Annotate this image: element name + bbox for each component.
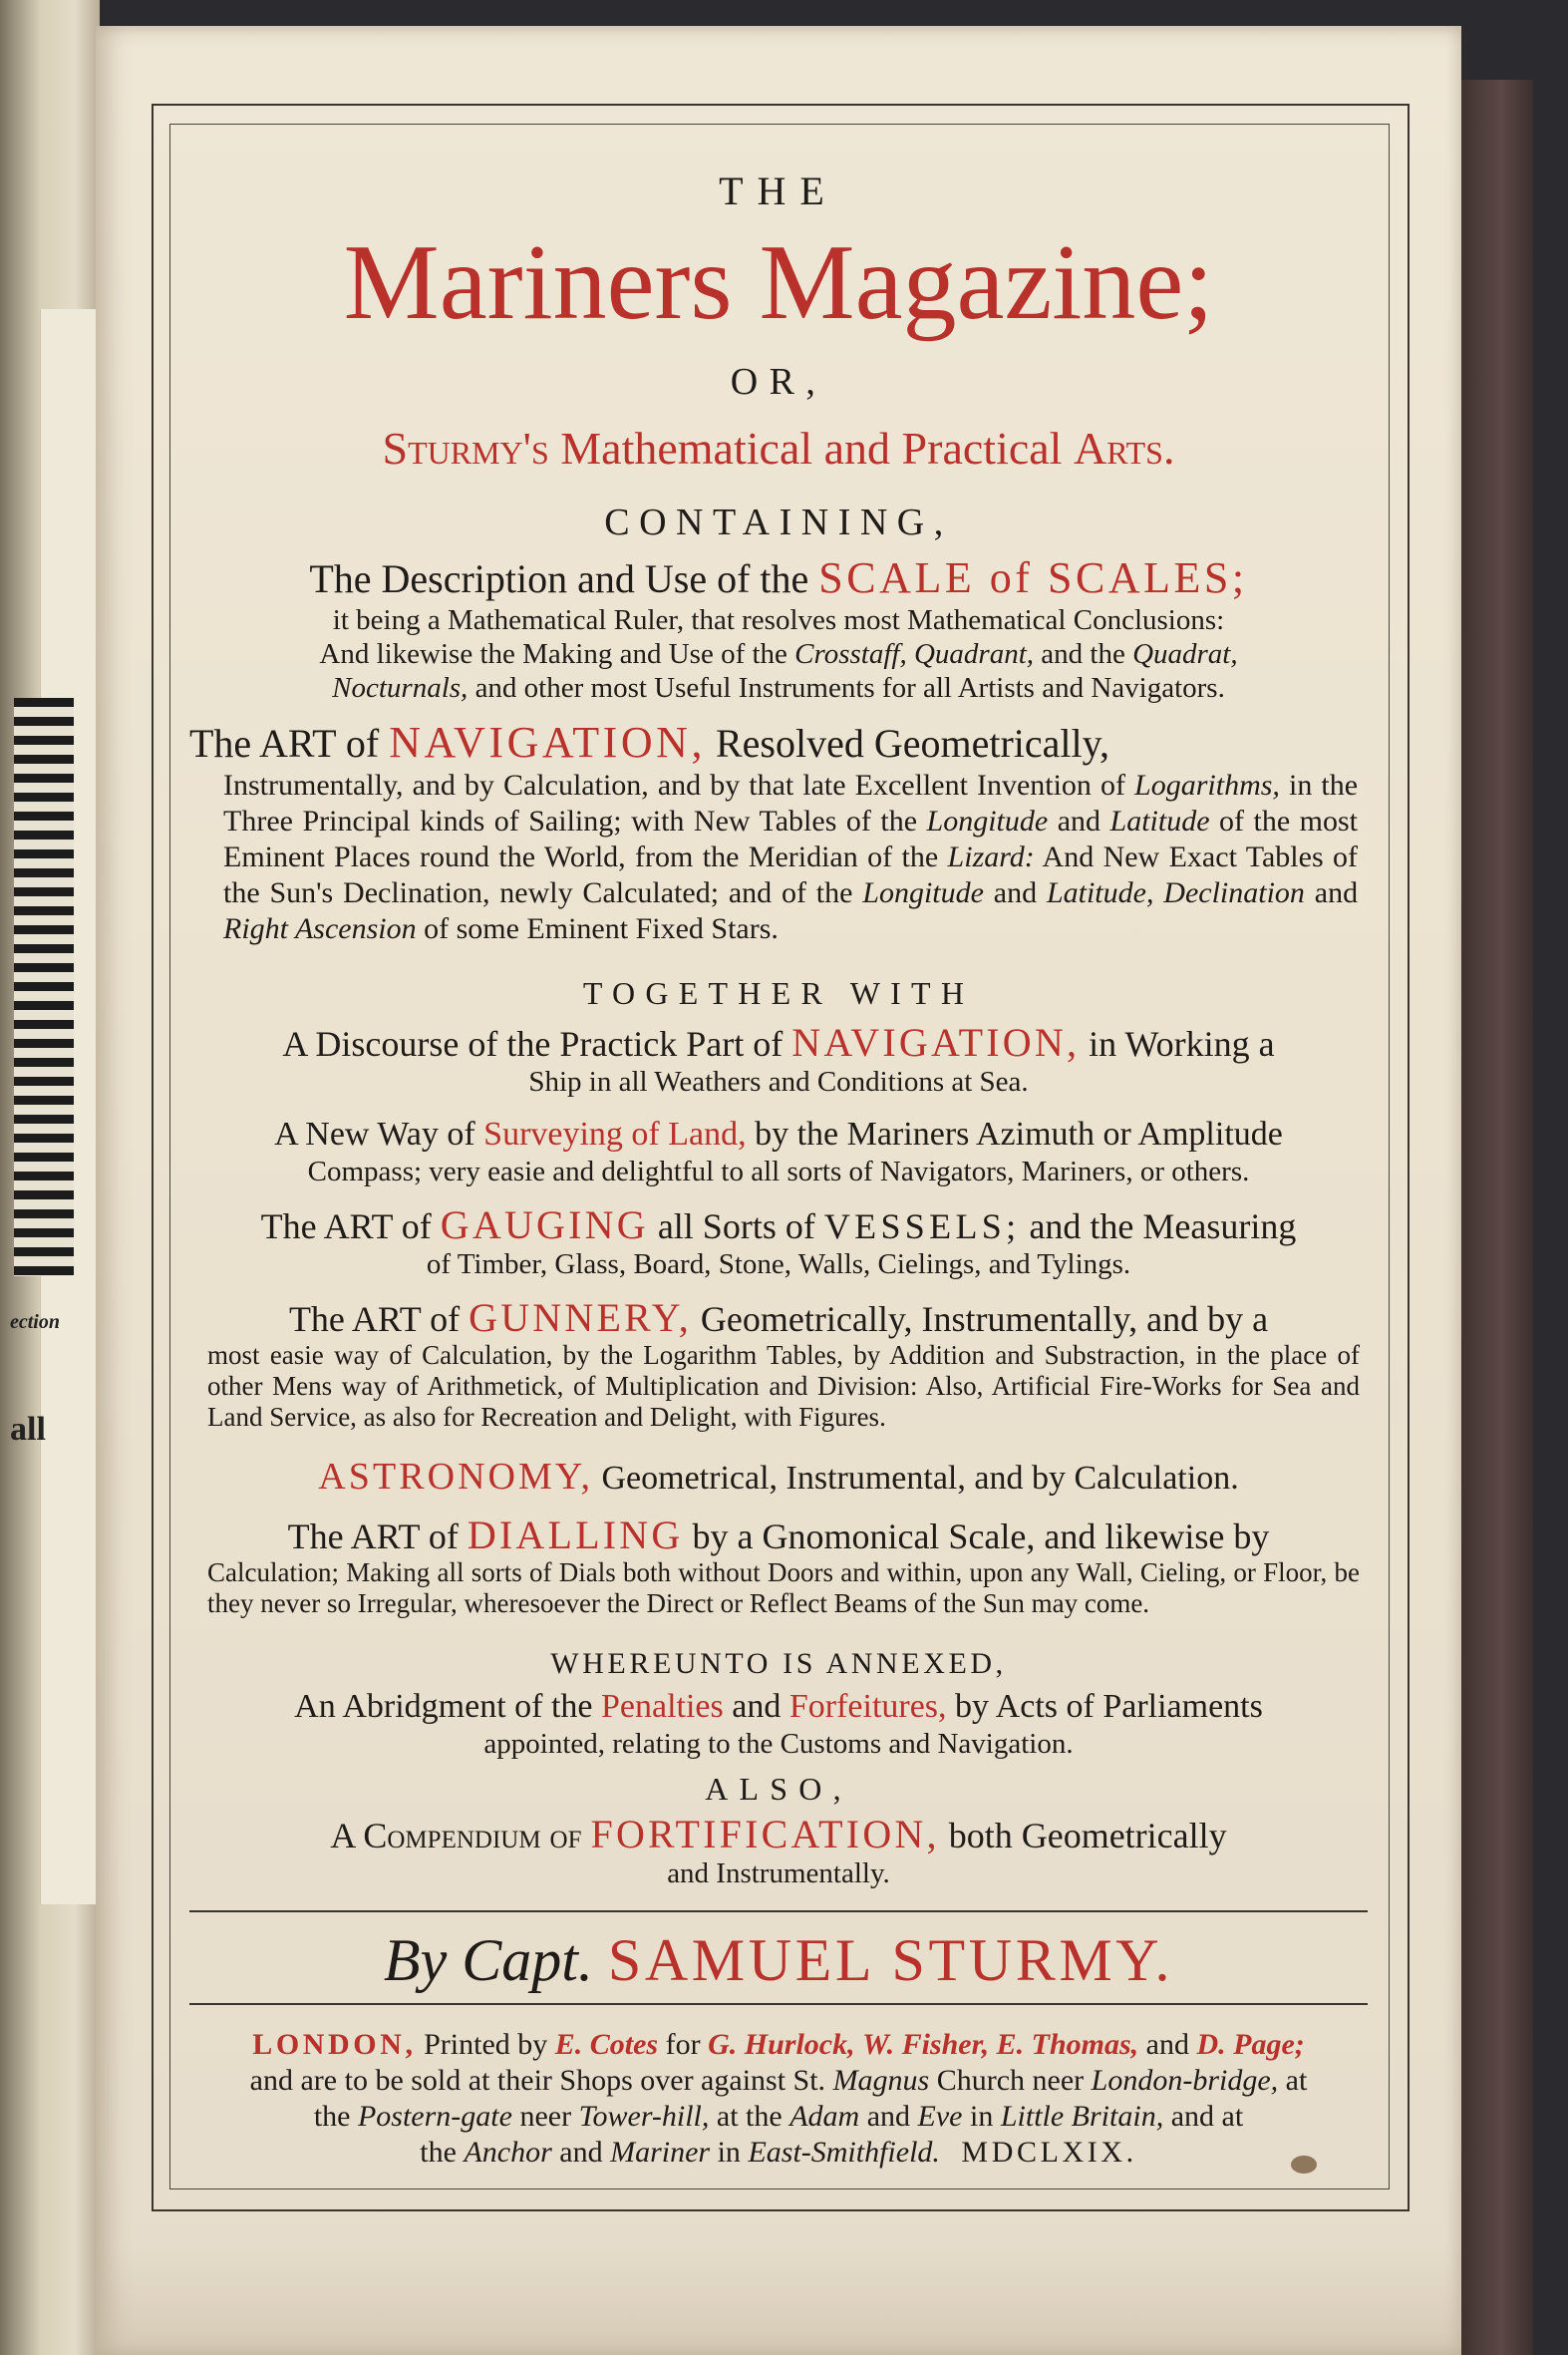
abridgment-line2: appointed, relating to the Customs and Navigation. <box>483 1728 1074 1760</box>
practick-line2: Ship in all Weathers and Conditions at Sea. <box>528 1066 1029 1098</box>
astronomy-section <box>189 1453 1368 1503</box>
imprint-line3e: in <box>970 2100 994 2133</box>
astronomy-red: ASTRONOMY, <box>318 1456 593 1498</box>
divider-rule <box>189 2003 1368 2005</box>
gauging-lead: The ART of <box>260 1206 432 1246</box>
latitude-2: Latitude, <box>1046 876 1154 909</box>
quadrant: Quadrant, <box>913 638 1035 670</box>
main-title: Mariners Magazine; <box>343 223 1214 342</box>
binding-stripes <box>14 698 74 1276</box>
imprint-tower-hill: Tower-hill, <box>578 2100 710 2133</box>
divider-rule <box>189 1910 1368 1912</box>
practick-rest: in Working a <box>1089 1024 1275 1064</box>
vessels: VESSELS; <box>823 1206 1021 1246</box>
abridgment-and: and <box>732 1688 782 1725</box>
navigation-section <box>189 719 1368 947</box>
title-page-text <box>189 132 1368 2171</box>
abridgment-section <box>189 1687 1368 1761</box>
fortification-lead: A Compendium of <box>330 1816 582 1855</box>
margin-text-fragment: ection <box>10 1311 60 1333</box>
fortification-rest: both Geometrically <box>948 1816 1227 1855</box>
longitude: Longitude <box>926 805 1049 838</box>
containing-heading: CONTAINING, <box>604 502 953 543</box>
nocturnals: Nocturnals, <box>332 672 469 704</box>
nav-p4: of the most Eminent Places round the World, from the Meridian of the <box>223 805 1359 873</box>
gunnery-section <box>189 1297 1368 1433</box>
abridgment-lead: An Abridgment of the <box>294 1688 593 1725</box>
subtitle-sturmys: Sturmy's <box>382 423 549 474</box>
imprint-line3d: and <box>866 2100 911 2133</box>
page-stain <box>96 2243 1461 2355</box>
navigation-description <box>189 768 1368 947</box>
scale-heading <box>189 554 1368 603</box>
declination: Declination <box>1163 876 1305 909</box>
bookseller-page: D. Page; <box>1196 2028 1305 2061</box>
scale-section <box>189 554 1368 705</box>
bookseller-fisher: W. Fisher, <box>862 2028 990 2061</box>
navigation-heading <box>189 719 1368 768</box>
surveying-line2: Compass; very easie and delightful to all sorts of Navigators, Mariners, or others. <box>307 1156 1250 1187</box>
navigation-red: NAVIGATION, <box>389 718 706 767</box>
gunnery-lead: The ART of <box>288 1299 461 1339</box>
nav-p6: and <box>993 876 1038 909</box>
longitude-2: Longitude <box>862 876 984 909</box>
surveying-lead: A New Way of <box>274 1116 475 1153</box>
subtitle <box>189 422 1368 475</box>
scale-description <box>189 603 1368 705</box>
nav-p3: and <box>1057 805 1101 838</box>
author-name: SAMUEL STURMY. <box>607 1927 1174 1993</box>
also-heading: ALSO, <box>705 1771 852 1807</box>
gunnery-body: most easie way of Calculation, by the Logarithm Tables, by Addition and Substraction, in the place of other Mens way of Arithmetick, of Multiplication and Division: Also, Artificial Fire-Works for Sea and Land Service, as also for Recreation and Delight, with Figures. <box>207 1340 1360 1432</box>
imprint-eve: Eve <box>917 2100 963 2133</box>
imprint-east-smithfield: East-Smithfield. <box>748 2136 940 2169</box>
imprint-line4a: the <box>420 2136 457 2169</box>
surveying-section <box>189 1115 1368 1188</box>
surveying-heading <box>189 1115 1368 1155</box>
margin-text-fragment: all <box>10 1411 46 1448</box>
gauging-rest: and the Measuring <box>1029 1206 1297 1246</box>
fortification-heading <box>189 1814 1368 1856</box>
practick-lead: A Discourse of the Practick Part of <box>282 1024 784 1064</box>
fortification-line2: and Instrumentally. <box>667 1857 890 1889</box>
dialling-body: Calculation; Making all sorts of Dials both without Doors and within, upon any Wall, Cieling, or Floor, be they never so Irregular, wheresoever the Direct or Reflect Beams of the Sun may come. <box>207 1557 1360 1618</box>
fortification-section <box>189 1814 1368 1890</box>
author-line <box>189 1926 1368 1995</box>
scale-red: SCALE of SCALES; <box>818 553 1248 602</box>
practick-red: NAVIGATION, <box>791 1020 1081 1065</box>
imprint-anchor: Anchor <box>464 2136 552 2169</box>
together-with-heading: TOGETHER WITH <box>582 975 975 1011</box>
crosstaff: Crosstaff, <box>794 638 907 670</box>
gauging-heading <box>189 1204 1368 1247</box>
scale-lead: The Description and Use of the <box>309 556 809 601</box>
scale-line2: And likewise the Making and Use of the <box>319 638 787 670</box>
scale-line3: and other most Useful Instruments for all Artists and Navigators. <box>474 672 1225 704</box>
whereunto-heading: WHEREUNTO IS ANNEXED, <box>550 1647 1007 1680</box>
abridgment-rest: by Acts of Parliaments <box>955 1688 1263 1725</box>
dialling-section <box>189 1514 1368 1619</box>
gunnery-red: GUNNERY, <box>469 1295 692 1340</box>
navigation-rest: Resolved Geometrically, <box>715 721 1110 766</box>
printer-cotes: E. Cotes <box>554 2028 659 2061</box>
nav-p5: And New Exact Tables of the Sun's Declination, newly Calculated; and of the <box>223 841 1358 909</box>
surveying-rest: by the Mariners Azimuth or Amplitude <box>755 1116 1283 1153</box>
fortification-red: FORTIFICATION, <box>590 1812 940 1856</box>
book-spine <box>1453 80 1533 2355</box>
gunnery-heading <box>189 1297 1368 1340</box>
practick-section <box>189 1022 1368 1099</box>
imprint-printed-by: Printed by <box>424 2028 548 2061</box>
dialling-heading <box>189 1514 1368 1557</box>
latitude: Latitude <box>1109 805 1210 838</box>
astronomy-rest: Geometrical, Instrumental, and by Calculation. <box>601 1460 1239 1497</box>
imprint-line2c: at <box>1285 2064 1308 2097</box>
imprint-little-britain: Little Britain, <box>1000 2100 1164 2133</box>
surveying-red: Surveying of Land, <box>483 1116 747 1153</box>
gauging-mid: all Sorts of <box>657 1206 815 1246</box>
imprint-postern: Postern-gate <box>357 2100 512 2133</box>
nav-p2: in the Three Principal kinds of Sailing; with New Tables of the <box>223 769 1359 838</box>
abridgment-heading <box>189 1687 1368 1727</box>
bookseller-hurlock: G. Hurlock, <box>708 2028 855 2061</box>
gunnery-rest: Geometrically, Instrumentally, and by a <box>700 1299 1269 1339</box>
imprint-line3f: and at <box>1170 2100 1244 2133</box>
lizard: Lizard: <box>947 841 1035 873</box>
forfeitures: Forfeitures, <box>788 1688 947 1725</box>
imprint-line3a: the <box>313 2100 351 2133</box>
dialling-red: DIALLING <box>467 1513 684 1557</box>
imprint-line2b: Church neer <box>936 2064 1085 2097</box>
scale-line2b: and the <box>1041 638 1125 670</box>
subtitle-arts: Arts. <box>1073 423 1175 474</box>
scale-line1: it being a Mathematical Ruler, that resolves most Mathematical Conclusions: <box>332 604 1225 636</box>
logarithms: Logarithms, <box>1134 769 1280 802</box>
gauging-line2: of Timber, Glass, Board, Stone, Walls, Cielings, and Tylings. <box>426 1248 1131 1280</box>
subtitle-middle: Mathematical and Practical <box>560 423 1063 474</box>
imprint-for: for <box>665 2028 701 2061</box>
gauging-section <box>189 1204 1368 1281</box>
quadrat: Quadrat, <box>1132 638 1238 670</box>
right-ascension: Right Ascension <box>223 912 417 945</box>
practick-heading <box>189 1022 1368 1065</box>
author-by: By Capt. <box>383 1927 593 1993</box>
dialling-rest: by a Gnomonical Scale, and likewise by <box>692 1516 1270 1556</box>
astronomy-heading <box>189 1453 1368 1503</box>
imprint-line2a: and are to be sold at their Shops over against St. <box>249 2064 826 2097</box>
imprint-line4c: in <box>717 2136 741 2169</box>
nav-p1: Instrumentally, and by Calculation, and by that late Excellent Invention of <box>223 769 1125 802</box>
navigation-lead: The ART of <box>189 721 380 766</box>
nav-p7: and <box>1314 876 1359 909</box>
the-heading: THE <box>719 168 838 213</box>
imprint-line4b: and <box>559 2136 603 2169</box>
imprint <box>189 2027 1368 2171</box>
imprint-magnus: Magnus <box>832 2064 930 2097</box>
imprint-mariner: Mariner <box>610 2136 711 2169</box>
bookseller-thomas: E. Thomas, <box>996 2028 1139 2061</box>
imprint-adam: Adam <box>789 2100 860 2133</box>
imprint-and: and <box>1145 2028 1189 2061</box>
imprint-london-bridge: London-bridge, <box>1091 2064 1279 2097</box>
imprint-london: LONDON, <box>252 2028 417 2061</box>
gauging-red: GAUGING <box>440 1202 649 1247</box>
or-line: OR, <box>730 361 827 403</box>
dialling-lead: The ART of <box>287 1516 459 1556</box>
imprint-line3c: at the <box>716 2100 783 2133</box>
imprint-line3b: neer <box>519 2100 572 2133</box>
penalties: Penalties <box>601 1688 724 1725</box>
nav-p8: of some Eminent Fixed Stars. <box>424 912 779 945</box>
imprint-year: MDCLXIX. <box>961 2136 1137 2169</box>
